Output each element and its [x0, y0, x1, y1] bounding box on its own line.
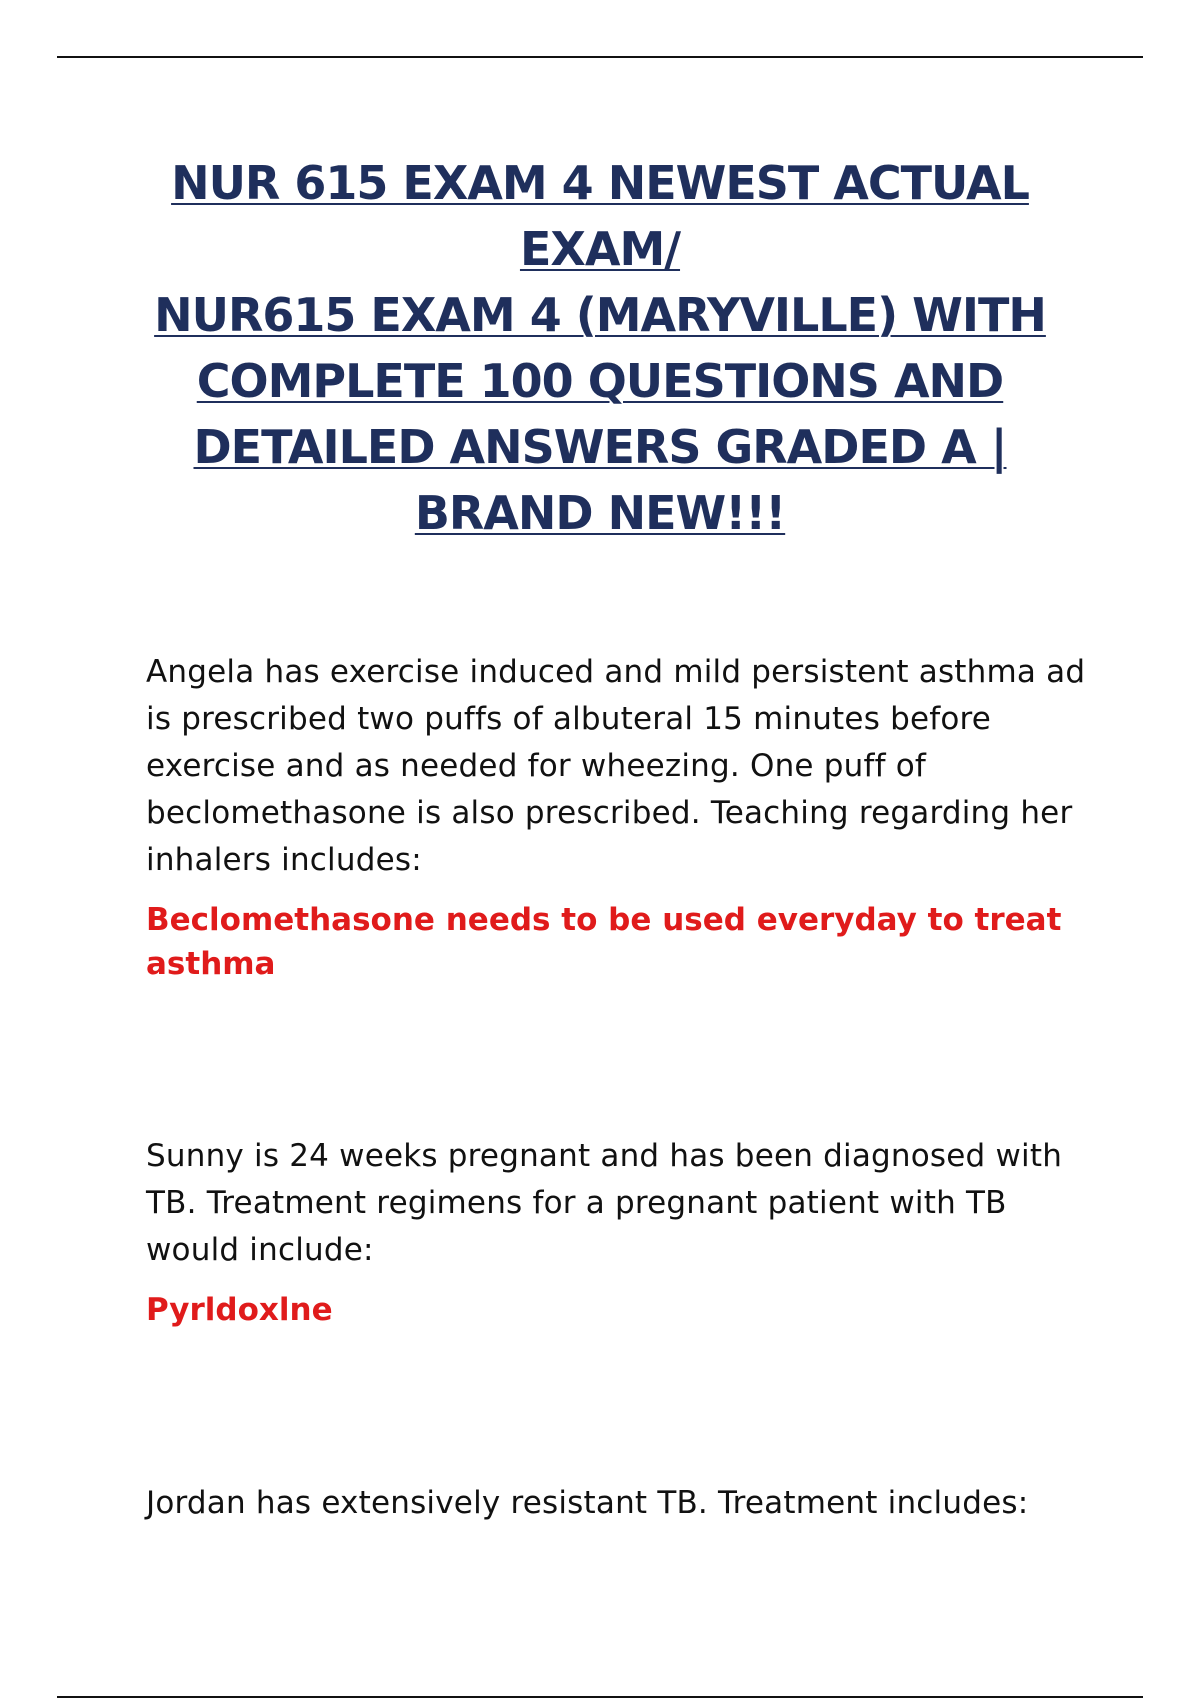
- question-block: [146, 1133, 1086, 1332]
- title-line: DETAILED ANSWERS GRADED A |: [193, 420, 1007, 474]
- question-text: Jordan has extensively resistant TB. Treatment includes:: [146, 1485, 1029, 1521]
- answer-text: Pyrldoxlne: [146, 1292, 333, 1328]
- title-line: COMPLETE 100 QUESTIONS AND: [196, 354, 1004, 408]
- title-line: NUR615 EXAM 4 (MARYVILLE) WITH: [154, 288, 1046, 342]
- title-line: BRAND NEW!!!: [414, 486, 786, 540]
- question-block: [146, 1480, 1086, 1527]
- top-rule: [57, 56, 1143, 58]
- question-text: Angela has exercise induced and mild persistent asthma ad is prescribed two puffs of albuteral 15 minutes before exercise and as needed for wheezing. One puff of beclomethasone is also prescribed. Teaching regarding her inhalers includes:: [146, 654, 1086, 878]
- title-line: EXAM/: [519, 222, 681, 276]
- document-title: [120, 150, 1080, 546]
- title-line: NUR 615 EXAM 4 NEWEST ACTUAL: [171, 156, 1029, 210]
- question-block: [146, 649, 1086, 986]
- question-text: Sunny is 24 weeks pregnant and has been diagnosed with TB. Treatment regimens for a pregnant patient with TB would include:: [146, 1138, 1063, 1268]
- bottom-rule: [57, 1696, 1143, 1698]
- answer-text: Beclomethasone needs to be used everyday to treat asthma: [146, 902, 1062, 982]
